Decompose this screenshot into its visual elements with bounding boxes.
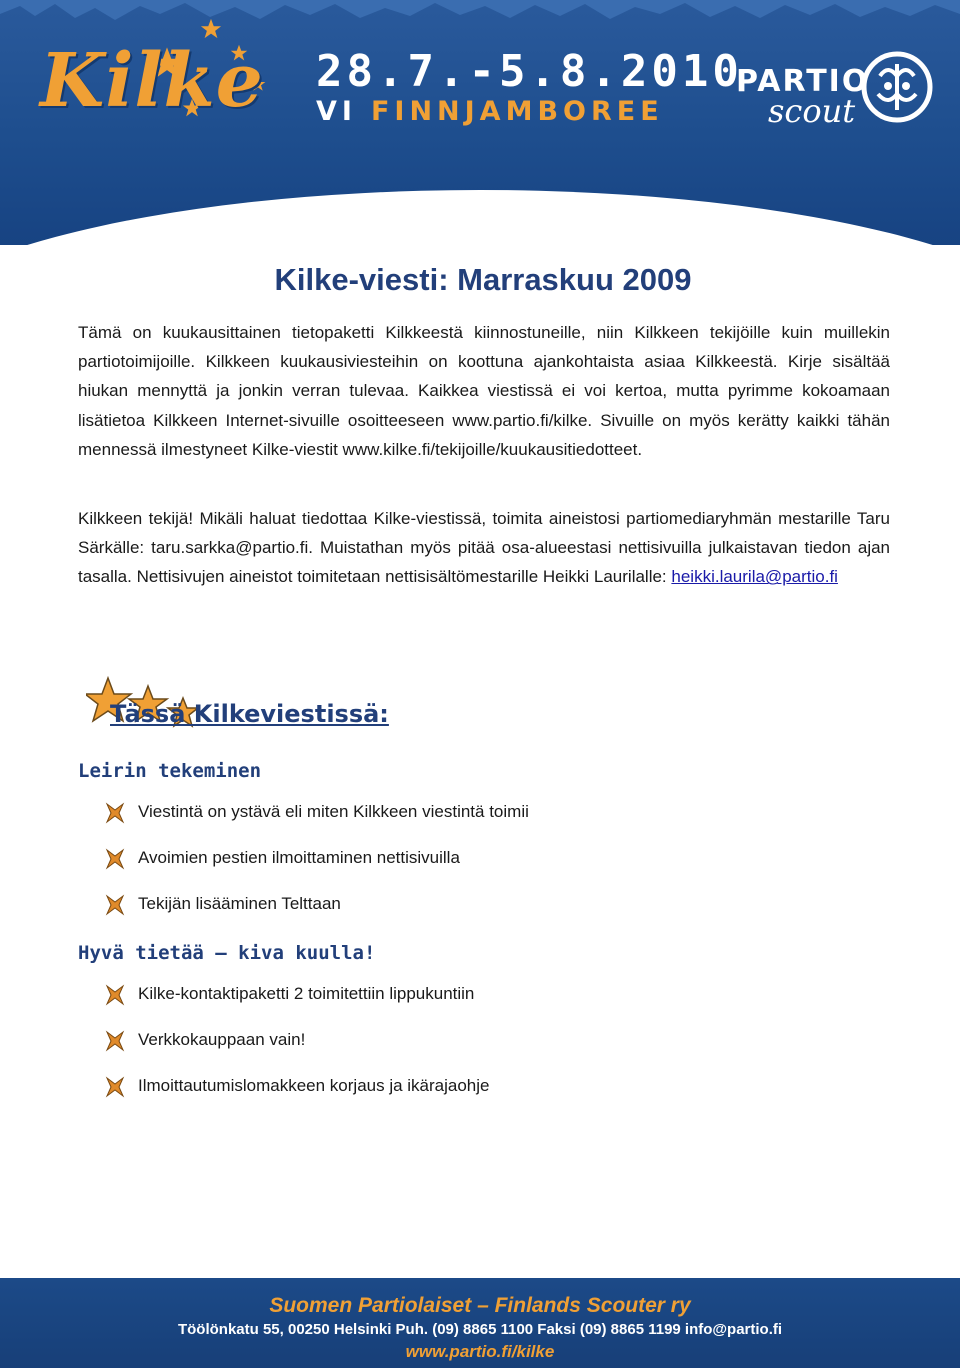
list-item-text: Tekijän lisääminen Telttaan (138, 894, 341, 913)
email-link[interactable]: heikki.laurila@partio.fi (671, 567, 838, 587)
event-roman-numeral: VI (316, 96, 357, 127)
footer-organization: Suomen Partiolaiset – Finlands Scouter ry (269, 1294, 691, 1317)
good-to-know-list (104, 984, 884, 1122)
list-item (104, 802, 884, 848)
camp-topic-list (104, 802, 884, 940)
treeline-graphic (0, 0, 960, 30)
intro-paragraph: Tämä on kuukausittainen tietopaketti Kilkkeestä kiinnostuneille, niin Kilkkeen tekijöille kuin muillekin partiotoimijoille. Kilkkeen kuukausiviesteihin on koottuna ajankohtaista asiaa Kilkkeestä. Kirje sisältää hiukan mennyttä ja jonkin verran tulevaa. Kaikkea viestissä ei voi kertoa, mutta pyrimme kokoamaan lisätietoa Kilkkeen Internet-sivuille osoitteeseen www.partio.fi/kilke. Sivuille on myös kerätty kaikki tähän mennessä ilmestyneet Kilke-viestit www.kilke.fi/tekijoille/kuukausitiedotteet. (78, 323, 890, 459)
newsletter-title: Kilke-viesti: Marraskuu 2009 (274, 262, 692, 297)
list-item (104, 984, 884, 1030)
star-bullet-icon (104, 802, 126, 824)
list-item (104, 1030, 884, 1076)
banner-curve (0, 190, 960, 245)
contents-heading: Tässä Kilkeviestissä: (110, 700, 389, 728)
event-dates: 28.7.-5.8.2010 (316, 46, 743, 97)
list-item (104, 848, 884, 894)
list-item-text: Ilmoittautumislomakkeen korjaus ja ikärajaohje (138, 1076, 490, 1095)
star-icon (200, 18, 222, 40)
star-bullet-icon (104, 848, 126, 870)
group-heading-good-to-know: Hyvä tietää – kiva kuulla! (78, 942, 376, 964)
list-item (104, 1076, 884, 1122)
scout-emblem-icon (858, 48, 936, 126)
list-item-text: Viestintä on ystävä eli miten Kilkkeen viestintä toimii (138, 802, 529, 821)
star-bullet-icon (104, 984, 126, 1006)
list-item (104, 894, 884, 940)
event-title: FINNJAMBOREE (370, 96, 664, 127)
star-bullet-icon (104, 1030, 126, 1052)
event-name (316, 96, 664, 127)
contact-text: Kilkkeen tekijä! Mikäli haluat tiedottaa Kilke-viestissä, toimita aineistosi partiomediaryhmän mestarille Taru Särkälle: taru.sarkka@partio.fi. Muistathan myös pitää osa-alueestasi nettisivuilla julkaistavan tiedon ajan tasalla. Nettisivujen aineistot toimitetaan nettisisältömestarille Heikki Laurilalle: (78, 509, 890, 587)
footer (0, 1278, 960, 1368)
star-bullet-icon (104, 1076, 126, 1098)
list-item-text: Avoimien pestien ilmoittaminen nettisivuilla (138, 848, 460, 867)
star-bullet-icon (104, 894, 126, 916)
header-banner (0, 0, 960, 245)
footer-website: www.partio.fi/kilke (405, 1342, 555, 1361)
group-heading-camp: Leirin tekeminen (78, 760, 262, 782)
list-item-text: Kilke-kontaktipaketti 2 toimitettiin lippukuntiin (138, 984, 475, 1003)
kilke-logo: Kilke (40, 38, 264, 124)
scout-logo-text: scout (768, 92, 856, 130)
contact-paragraph (78, 504, 890, 592)
list-item-text: Verkkokauppaan vain! (138, 1030, 306, 1049)
footer-address: Töölönkatu 55, 00250 Helsinki Puh. (09) 8865 1100 Faksi (09) 8865 1199 info@partio.fi (177, 1321, 783, 1338)
partio-logo-text: PARTIO (736, 64, 870, 99)
